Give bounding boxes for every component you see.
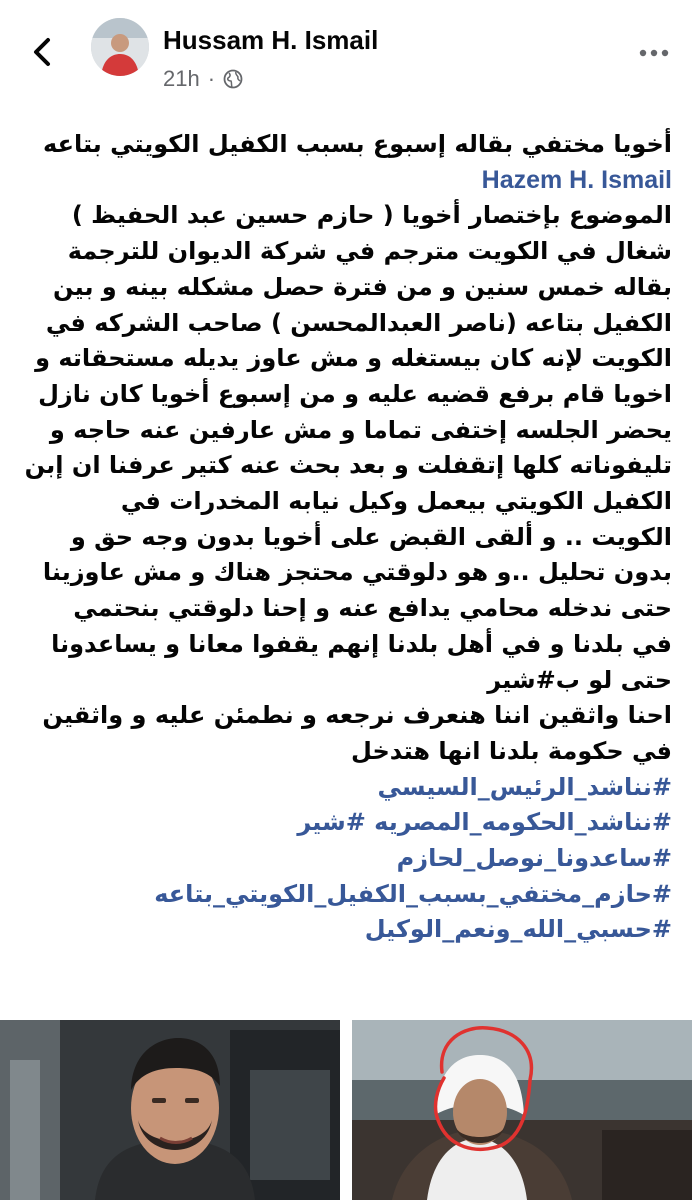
post-photos	[0, 1020, 692, 1200]
hashtag-link[interactable]: #نناشد_الرئيس_السيسي	[377, 772, 672, 801]
hashtag-link[interactable]: #نناشد_الحكومه_المصريه	[374, 808, 672, 837]
author-name[interactable]: Hussam H. Ismail	[163, 25, 379, 55]
photo-image	[0, 1020, 340, 1200]
post-line: يحضر الجلسه إختفى تماما و مش عارفين عنه حاجه و	[49, 415, 672, 444]
post-line: الكفيل الكويتي بيعمل وكيل نيابه المخدرات في	[120, 487, 672, 516]
post-line: في بلدنا و في أهل بلدنا إنهم يقفوا معانا و يساعدونا	[51, 629, 672, 658]
post-line: اخويا قام برفع قضيه عليه و من إسبوع أخويا كان نازل	[38, 379, 672, 408]
post-header	[0, 0, 692, 120]
post-line: بدون تحليل ..و هو دلوقتي محتجز هناك و مش عاوزينا	[42, 558, 672, 587]
meta-separator: ·	[207, 66, 216, 91]
post-line: حتى لو ب	[555, 665, 672, 694]
author-avatar[interactable]	[91, 18, 149, 76]
hashtag-share-inline[interactable]: #شير	[487, 665, 556, 694]
post-line: أخويا مختفي بقاله إسبوع بسبب الكفيل الكويتي بتاعه	[43, 130, 672, 158]
post-line: الكويت لإنه كان بيستغله و مش عاوز يديله مستحقاته و	[35, 344, 672, 373]
post-line: حتى ندخله محامي يدافع عنه و إحنا دلوقتي بنحتمي	[73, 594, 672, 623]
more-options-button[interactable]	[634, 38, 674, 68]
post-meta	[163, 66, 243, 92]
post-line-with-tag	[40, 663, 672, 699]
post-line: تليفوناته كلها إتقفلت و بعد بحث عنه كتير عرفنا ان إبن	[24, 451, 672, 480]
timestamp[interactable]: 21h	[163, 66, 200, 91]
post-line: احنا واثقين اننا هنعرف نرجعه و نطمئن عليه و واثقين	[42, 701, 672, 730]
hashtag-link[interactable]: #شير	[297, 808, 366, 837]
globe-icon[interactable]	[223, 69, 243, 89]
mention-link[interactable]: Hazem H. Ismail	[481, 165, 672, 194]
photo-young-man[interactable]	[0, 1020, 340, 1200]
back-button[interactable]	[22, 32, 62, 72]
post-line: في حكومة بلدنا انها هتدخل	[351, 736, 672, 765]
photo-image	[352, 1020, 692, 1200]
hashtag-line	[40, 805, 672, 841]
post-line: الكويت .. و ألقى القبض على أخويا بدون وجه حق و	[70, 522, 672, 551]
hashtag-link[interactable]: #حازم_مختفي_بسبب_الكفيل_الكويتي_بتاعه	[154, 879, 672, 908]
photo-kuwaiti-man[interactable]	[352, 1020, 692, 1200]
hashtag-link[interactable]: #حسبي_الله_ونعم_الوكيل	[364, 915, 672, 944]
avatar-image	[91, 18, 149, 76]
post-line: الكفيل بتاعه (ناصر العبدالمحسن ) صاحب الشركه في	[45, 308, 672, 337]
post-body	[24, 127, 672, 948]
post-line: شغال في الكويت مترجم في شركة الديوان للترجمة	[67, 237, 672, 266]
more-horizontal-icon	[639, 49, 669, 57]
hashtag-link[interactable]: #ساعدونا_نوصل_لحازم	[396, 844, 672, 873]
post-line: بقاله خمس سنين و من فترة حصل مشكله بينه و بين	[53, 272, 672, 301]
chevron-left-icon	[31, 37, 53, 67]
post-line: الموضوع بإختصار أخويا ( حازم حسين عبد الحفيظ )	[71, 201, 672, 230]
